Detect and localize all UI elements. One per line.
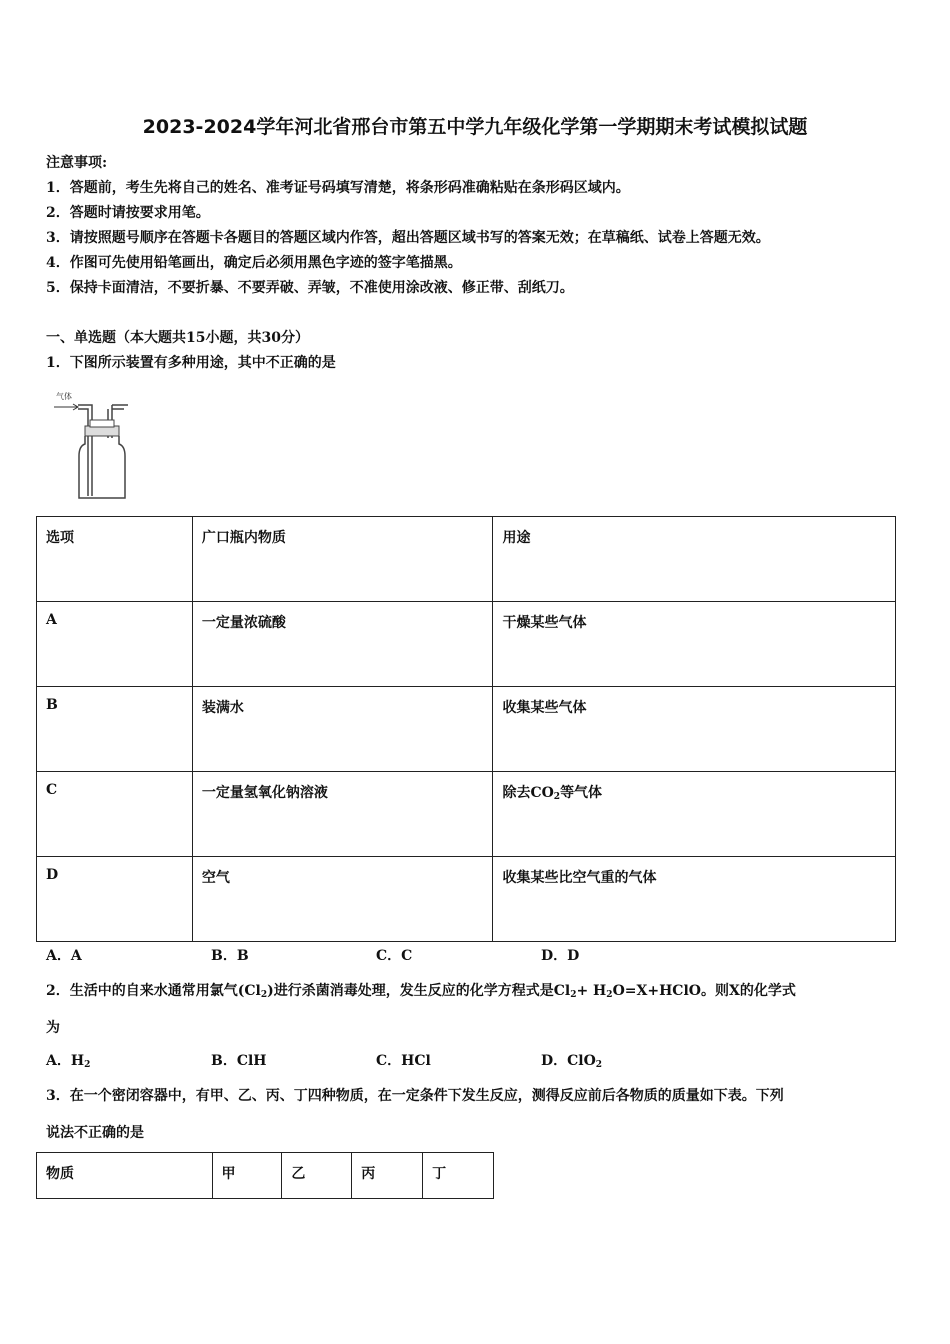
notice-item: 2．答题时请按要求用笔。 [46,205,210,221]
notice-item: 5．保持卡面清洁，不要折暴、不要弄破、弄皱，不准使用涂改液、修正带、刮纸刀。 [46,280,574,296]
table-row [37,602,896,687]
table-cell: 除去$CO_2$等气体 [493,772,896,857]
question-1-choices [46,945,706,965]
table-cell: C [37,772,193,857]
question-2-stem-cont: 为 [46,1020,60,1036]
table-header: 丙 [352,1153,423,1199]
table-header: 丁 [423,1153,494,1199]
question-1-table [36,516,896,942]
choice-d[interactable]: D．ClO$_2$ [541,1053,603,1070]
table-header: 物质 [37,1153,213,1199]
notice-item: 3．请按照题号顺序在答题卡各题目的答题区域内作答，超出答题区域书写的答案无效；在草稿纸、试卷上答题无效。 [46,230,770,246]
table-cell: 一定量浓硫酸 [192,602,493,687]
table-header-row [37,517,896,602]
notice-item: 4．作图可先使用铅笔画出，确定后必须用黑色字迹的签字笔描黑。 [46,255,462,271]
table-cell: 空气 [192,857,493,942]
table-cell: 装满水 [192,687,493,772]
table-cell: D [37,857,193,942]
question-2-choices [46,1050,706,1070]
gas-bottle-figure [52,388,142,502]
table-header: 乙 [282,1153,352,1199]
table-header: 选项 [37,517,193,602]
table-cell: 干燥某些气体 [493,602,896,687]
notice-heading: 注意事项: [46,155,108,171]
table-row [37,687,896,772]
choice-a[interactable]: A．$H_2$ [46,1053,91,1070]
section-heading: 一、单选题（本大题共15小题，共30分） [46,330,309,346]
choice-a[interactable]: A．A [46,948,82,964]
choice-b[interactable]: B．B [211,948,249,964]
choice-c[interactable]: C．HCl [376,1053,431,1069]
table-cell: B [37,687,193,772]
figure-label: 气体 [56,392,72,401]
question-3-table [36,1152,494,1199]
table-cell: 收集某些比空气重的气体 [493,857,896,942]
choice-c[interactable]: C．C [376,948,413,964]
table-cell: 一定量氢氧化钠溶液 [192,772,493,857]
choice-d[interactable]: D．D [541,948,580,964]
table-cell: 收集某些气体 [493,687,896,772]
table-row [37,772,896,857]
table-header: 广口瓶内物质 [192,517,493,602]
table-header: 甲 [212,1153,282,1199]
table-header-row [37,1153,494,1199]
notice-item: 1．答题前，考生先将自己的姓名、准考证号码填写清楚，将条形码准确粘贴在条形码区域内。 [46,180,630,196]
question-2-stem: 2．生活中的自来水通常用氯气$(Cl_2)$进行杀菌消毒处理，发生反应的化学方程式是$Cl_2+$ $H_2O=X+HClO$。则X的化学式 [46,983,796,1000]
table-row [37,857,896,942]
table-header: 用途 [493,517,896,602]
choice-b[interactable]: B．ClH [211,1053,267,1069]
question-3-stem: 3．在一个密闭容器中，有甲、乙、丙、丁四种物质，在一定条件下发生反应，测得反应前后各物质的质量如下表。下列 [46,1088,784,1104]
question-3-stem-cont: 说法不正确的是 [46,1125,144,1141]
table-cell: A [37,602,193,687]
page-title: 2023-2024学年河北省邢台市第五中学九年级化学第一学期期末考试模拟试题 [142,116,808,138]
question-1-stem: 1．下图所示装置有多种用途，其中不正确的是 [46,355,336,371]
